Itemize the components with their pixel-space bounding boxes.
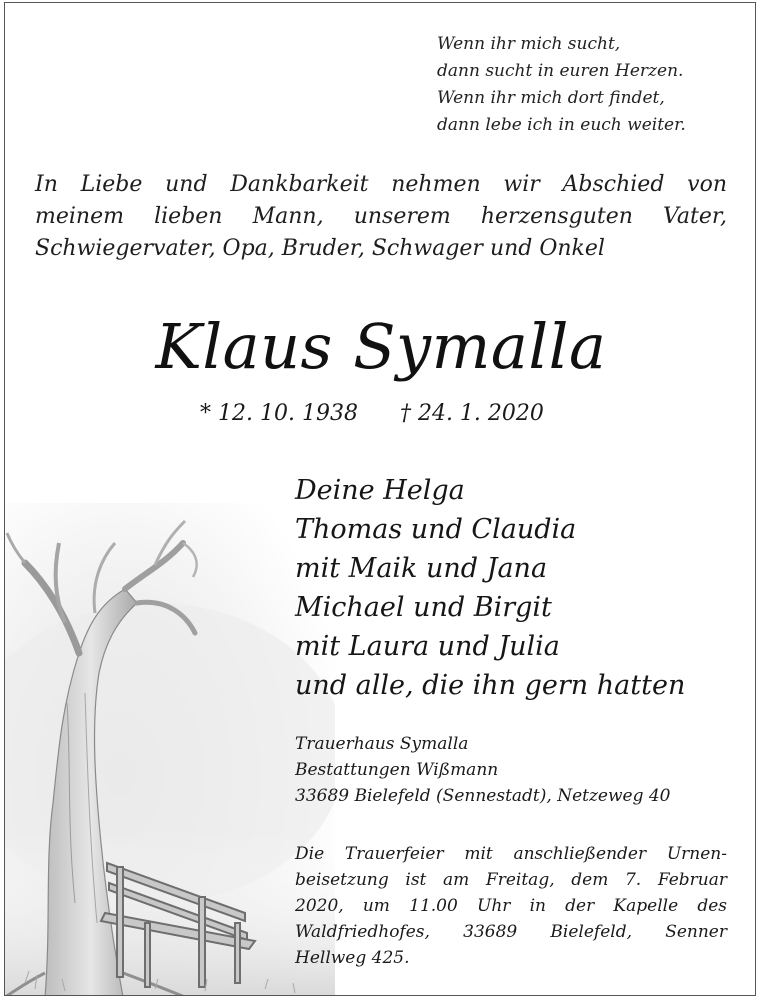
mourner-line: mit Laura und Julia [295, 631, 560, 662]
poem-line: Wenn ihr mich sucht, [437, 34, 621, 54]
death-date: † 24. 1. 2020 [399, 401, 544, 426]
mourner-line: Thomas und Claudia [295, 514, 577, 545]
birth-date: * 12. 10. 1938 [200, 401, 358, 426]
tree-and-bench-illustration [5, 503, 335, 996]
intro-line: In Liebe und Dankbarkeit nehmen wir Abschied von [35, 172, 727, 197]
poem [437, 31, 686, 139]
obituary-notice [4, 2, 756, 996]
poem-line: dann lebe ich in euch weiter. [437, 115, 686, 135]
life-dates [200, 399, 544, 429]
ceremony-line: beisetzung ist am Freitag, dem 7. Februar [295, 870, 727, 890]
poem-line: dann sucht in euren Herzen. [437, 61, 684, 81]
mourner-line: mit Maik und Jana [295, 553, 548, 584]
mourners-list [295, 471, 685, 705]
funeral-home-address [295, 731, 671, 809]
address-line: 33689 Bielefeld (Sennestadt), Netzeweg 40 [295, 786, 671, 806]
ceremony-line: 2020, um 11.00 Uhr in der Kapelle des [295, 896, 727, 916]
intro-line: Schwiegervater, Opa, Bruder, Schwager und Onkel [35, 236, 605, 261]
address-line: Bestattungen Wißmann [295, 760, 499, 780]
ceremony-details [295, 841, 727, 971]
address-line: Trauerhaus Symalla [295, 734, 469, 754]
mourner-line: und alle, die ihn gern hatten [295, 670, 686, 701]
ceremony-line: Waldfriedhofes, 33689 Bielefeld, Senner [295, 922, 727, 942]
farewell-intro [35, 169, 727, 265]
intro-line: meinem lieben Mann, unserem herzensguten Vater, [35, 204, 727, 229]
mourner-line: Michael und Birgit [295, 592, 552, 623]
mourner-line: Deine Helga [295, 475, 465, 506]
ceremony-line: Die Trauerfeier mit anschließender Urnen- [295, 844, 727, 864]
poem-line: Wenn ihr mich dort findet, [437, 88, 665, 108]
deceased-name: Klaus Symalla [155, 310, 607, 383]
ceremony-line: Hellweg 425. [295, 948, 410, 968]
